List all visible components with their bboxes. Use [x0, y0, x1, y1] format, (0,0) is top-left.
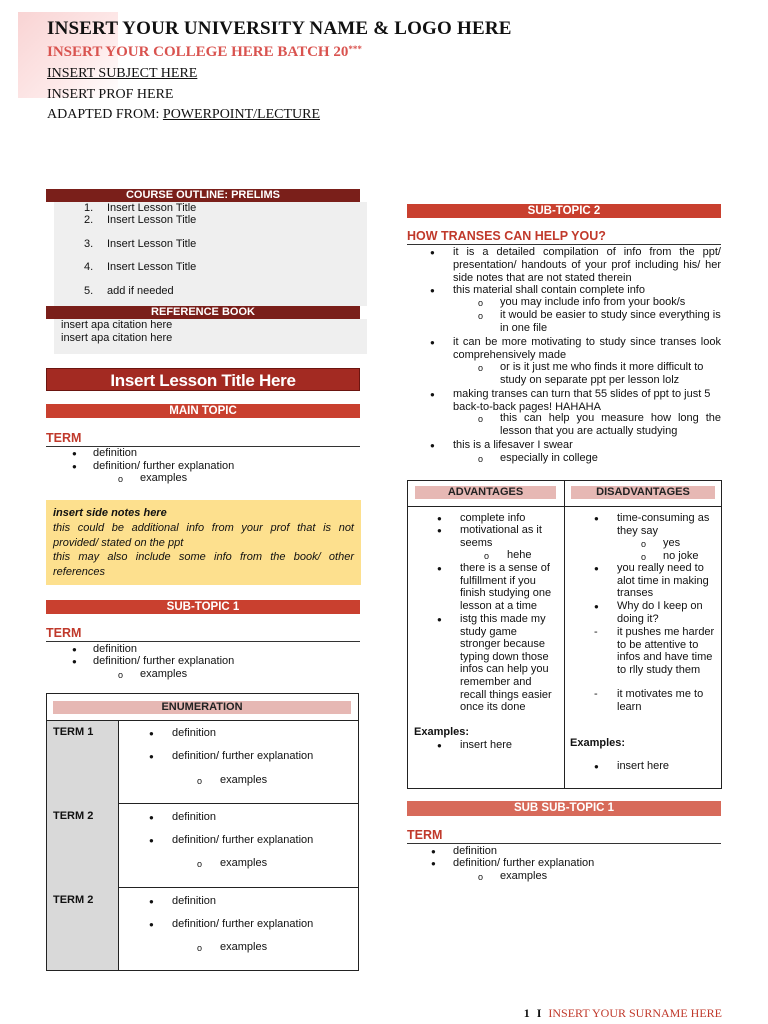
- enum-ex-1: examples: [220, 774, 268, 786]
- bullet-icon: ●: [149, 897, 154, 906]
- enum-def-1: definition: [172, 727, 217, 739]
- bullet-icon: ●: [430, 338, 435, 347]
- subtopic-2-b5s1: especially in college: [500, 452, 598, 464]
- enum-expl-2: definition/ further explanation: [172, 834, 314, 846]
- hollow-bullet-icon: o: [118, 670, 124, 680]
- hollow-bullet-icon: o: [484, 551, 490, 561]
- bullet-icon: ●: [437, 564, 442, 573]
- bullet-icon: ●: [430, 390, 435, 399]
- subtopic-2-heading: HOW TRANSES CAN HELP YOU?: [407, 229, 606, 243]
- disadv-1-sub-1: yes: [663, 537, 681, 549]
- outline-num-5: 5.: [84, 285, 94, 297]
- header-divider: [408, 506, 721, 507]
- hollow-bullet-icon: o: [118, 474, 124, 484]
- bullet-icon: ●: [72, 657, 77, 666]
- side-note: [46, 500, 361, 585]
- outline-num-1: 1.: [84, 202, 94, 214]
- prof-name: INSERT PROF HERE: [47, 87, 174, 102]
- main-topic-bar: MAIN TOPIC: [46, 404, 360, 418]
- hollow-bullet-icon: o: [478, 363, 484, 373]
- bullet-icon: ●: [149, 729, 154, 738]
- subsubtopic-bar: SUB SUB-TOPIC 1: [407, 801, 721, 816]
- bullet-icon: ●: [437, 615, 442, 624]
- reference-citation-1: insert apa citation here: [61, 319, 173, 331]
- subject-name: INSERT SUBJECT HERE: [47, 66, 198, 81]
- hollow-bullet-icon: o: [478, 414, 484, 424]
- outline-item-3: Insert Lesson Title: [107, 238, 197, 250]
- bullet-icon: ●: [149, 813, 154, 822]
- main-topic-def: definition: [93, 447, 138, 459]
- adv-1: complete info: [460, 512, 526, 524]
- subtopic-2-b2s2: it would be easier to study since everything is in one file: [500, 309, 721, 334]
- bullet-icon: ●: [149, 920, 154, 929]
- hollow-bullet-icon: o: [478, 454, 484, 464]
- enum-term-1: TERM 1: [53, 726, 94, 738]
- subtopic-2-b5: this is a lifesaver I swear: [453, 439, 573, 451]
- subtopic-2-b1: it is a detailed compilation of info from the ppt/ presentation/ handouts of your prof including his/ her side notes that are not stated therein: [453, 246, 721, 284]
- disadv-examples-label: Examples:: [570, 737, 626, 749]
- outline-num-2: 2.: [84, 214, 94, 226]
- reference-book-title: REFERENCE BOOK: [46, 306, 360, 319]
- hollow-bullet-icon: o: [478, 311, 484, 321]
- outline-item-5: add if needed: [107, 285, 174, 297]
- adv-3: there is a sense of fulfillment if you finish studying one lesson at a time: [460, 562, 552, 612]
- subtopic-2-bar: SUB-TOPIC 2: [407, 204, 721, 218]
- page-number: 1: [523, 1006, 530, 1020]
- subtopic-1-bar: SUB-TOPIC 1: [46, 600, 360, 614]
- college-name: INSERT YOUR COLLEGE HERE BATCH 20***: [47, 44, 362, 60]
- bullet-icon: ●: [149, 752, 154, 761]
- adv-examples-label: Examples:: [414, 726, 470, 738]
- subtopic-2-b3s1: or is it just me who finds it more difficult to study on separate ppt per lesson lolz: [500, 361, 704, 386]
- dash-icon: -: [594, 688, 598, 700]
- dash-icon: -: [594, 626, 598, 638]
- bullet-icon: ●: [594, 564, 599, 573]
- hollow-bullet-icon: o: [197, 776, 203, 786]
- column-divider: [564, 481, 565, 788]
- bullet-icon: ●: [437, 514, 442, 523]
- subsubtopic-examples: examples: [500, 870, 548, 882]
- disadv-example: insert here: [617, 760, 669, 772]
- subtopic-1-def: definition: [93, 643, 138, 655]
- bullet-icon: ●: [430, 441, 435, 450]
- subtopic-2-b2s1: you may include info from your book/s: [500, 296, 686, 308]
- subtopic-1-expl: definition/ further explanation: [93, 655, 235, 667]
- bullet-icon: ●: [431, 859, 436, 868]
- bullet-icon: ●: [594, 602, 599, 611]
- subsubtopic-def: definition: [453, 845, 498, 857]
- outline-num-4: 4.: [84, 261, 94, 273]
- lesson-title: Insert Lesson Title Here: [46, 368, 360, 391]
- bullet-icon: ●: [72, 645, 77, 654]
- disadv-2: you really need to alot time in making transes: [617, 562, 709, 600]
- adv-2-sub: hehe: [507, 549, 532, 561]
- hollow-bullet-icon: o: [197, 943, 203, 953]
- bullet-icon: ●: [72, 462, 77, 471]
- side-note-line-2: this may also include some info from the book/ other references: [53, 551, 354, 578]
- subtopic-2-b4: making transes can turn that 55 slides of ppt to just 5 back-to-back pages! HAHAHA: [453, 388, 711, 413]
- footer-separator: I: [536, 1006, 542, 1020]
- hollow-bullet-icon: o: [478, 298, 484, 308]
- subtopic-2-b3: it can be more motivating to study since transes look comprehensively made: [453, 336, 721, 361]
- side-note-line-1: this could be additional info from your prof that is not provided/ stated on the ppt: [53, 522, 354, 549]
- outline-item-4: Insert Lesson Title: [107, 261, 197, 273]
- page-footer: [524, 1006, 722, 1021]
- enum-ex-2: examples: [220, 857, 268, 869]
- enumeration-title: ENUMERATION: [53, 701, 351, 714]
- hollow-bullet-icon: o: [641, 539, 647, 549]
- disadv-1: time-consuming as they say: [617, 512, 710, 537]
- hollow-bullet-icon: o: [478, 872, 484, 882]
- bullet-icon: ●: [430, 248, 435, 257]
- university-name: INSERT YOUR UNIVERSITY NAME & LOGO HERE: [47, 18, 512, 39]
- reference-citation-2: insert apa citation here: [61, 332, 173, 344]
- outline-item-2: Insert Lesson Title: [107, 214, 197, 226]
- subtopic-1-examples: examples: [140, 668, 188, 680]
- enum-def-3: definition: [172, 895, 217, 907]
- disadv-1-sub-2: no joke: [663, 550, 699, 562]
- disadv-3: Why do I keep on doing it?: [617, 600, 703, 625]
- bullet-icon: ●: [594, 514, 599, 523]
- heading-underline: [407, 244, 721, 245]
- bullet-icon: ●: [72, 449, 77, 458]
- disadvantages-title: DISADVANTAGES: [571, 486, 715, 499]
- enum-term-3: TERM 2: [53, 894, 94, 906]
- main-topic-term: TERM: [46, 431, 360, 447]
- bullet-icon: ●: [437, 526, 442, 535]
- hollow-bullet-icon: o: [197, 859, 203, 869]
- subtopic-2-b4s1: this can help you measure how long the lesson that you are actually studying: [500, 412, 721, 437]
- course-outline-box: [54, 202, 367, 306]
- bullet-icon: ●: [594, 762, 599, 771]
- bullet-icon: ●: [437, 741, 442, 750]
- outline-num-3: 3.: [84, 238, 94, 250]
- side-note-title: insert side notes here: [53, 507, 167, 519]
- disadv-4: it pushes me harder to be attentive to infos and have time to rlly study them: [617, 626, 715, 676]
- hollow-bullet-icon: o: [641, 552, 647, 562]
- bullet-icon: ●: [149, 836, 154, 845]
- adapted-from: ADAPTED FROM: POWERPOINT/LECTURE: [47, 107, 321, 122]
- enum-expl-3: definition/ further explanation: [172, 918, 314, 930]
- bullet-icon: ●: [430, 286, 435, 295]
- adv-2: motivational as it seems: [460, 524, 542, 549]
- bullet-icon: ●: [431, 847, 436, 856]
- enum-expl-1: definition/ further explanation: [172, 750, 314, 762]
- main-topic-examples: examples: [140, 472, 188, 484]
- outline-item-1: Insert Lesson Title: [107, 202, 197, 214]
- subsubtopic-expl: definition/ further explanation: [453, 857, 595, 869]
- subtopic-1-term: TERM: [46, 626, 360, 642]
- subtopic-2-b2: this material shall contain complete info: [453, 284, 645, 296]
- adv-example: insert here: [460, 739, 512, 751]
- adv-4: istg this made my study game stronger because typing down those infos can help you remember and recall things easier once its done: [460, 613, 552, 714]
- subsubtopic-term: TERM: [407, 828, 721, 844]
- enum-term-2: TERM 2: [53, 810, 94, 822]
- enum-def-2: definition: [172, 811, 217, 823]
- main-topic-expl: definition/ further explanation: [93, 460, 235, 472]
- enum-ex-3: examples: [220, 941, 268, 953]
- course-outline-title: COURSE OUTLINE: PRELIMS: [46, 189, 360, 202]
- advantages-title: ADVANTAGES: [415, 486, 556, 499]
- disadv-5: it motivates me to learn: [617, 688, 704, 713]
- footer-surname: INSERT YOUR SURNAME HERE: [548, 1006, 722, 1020]
- term-column: [47, 721, 119, 970]
